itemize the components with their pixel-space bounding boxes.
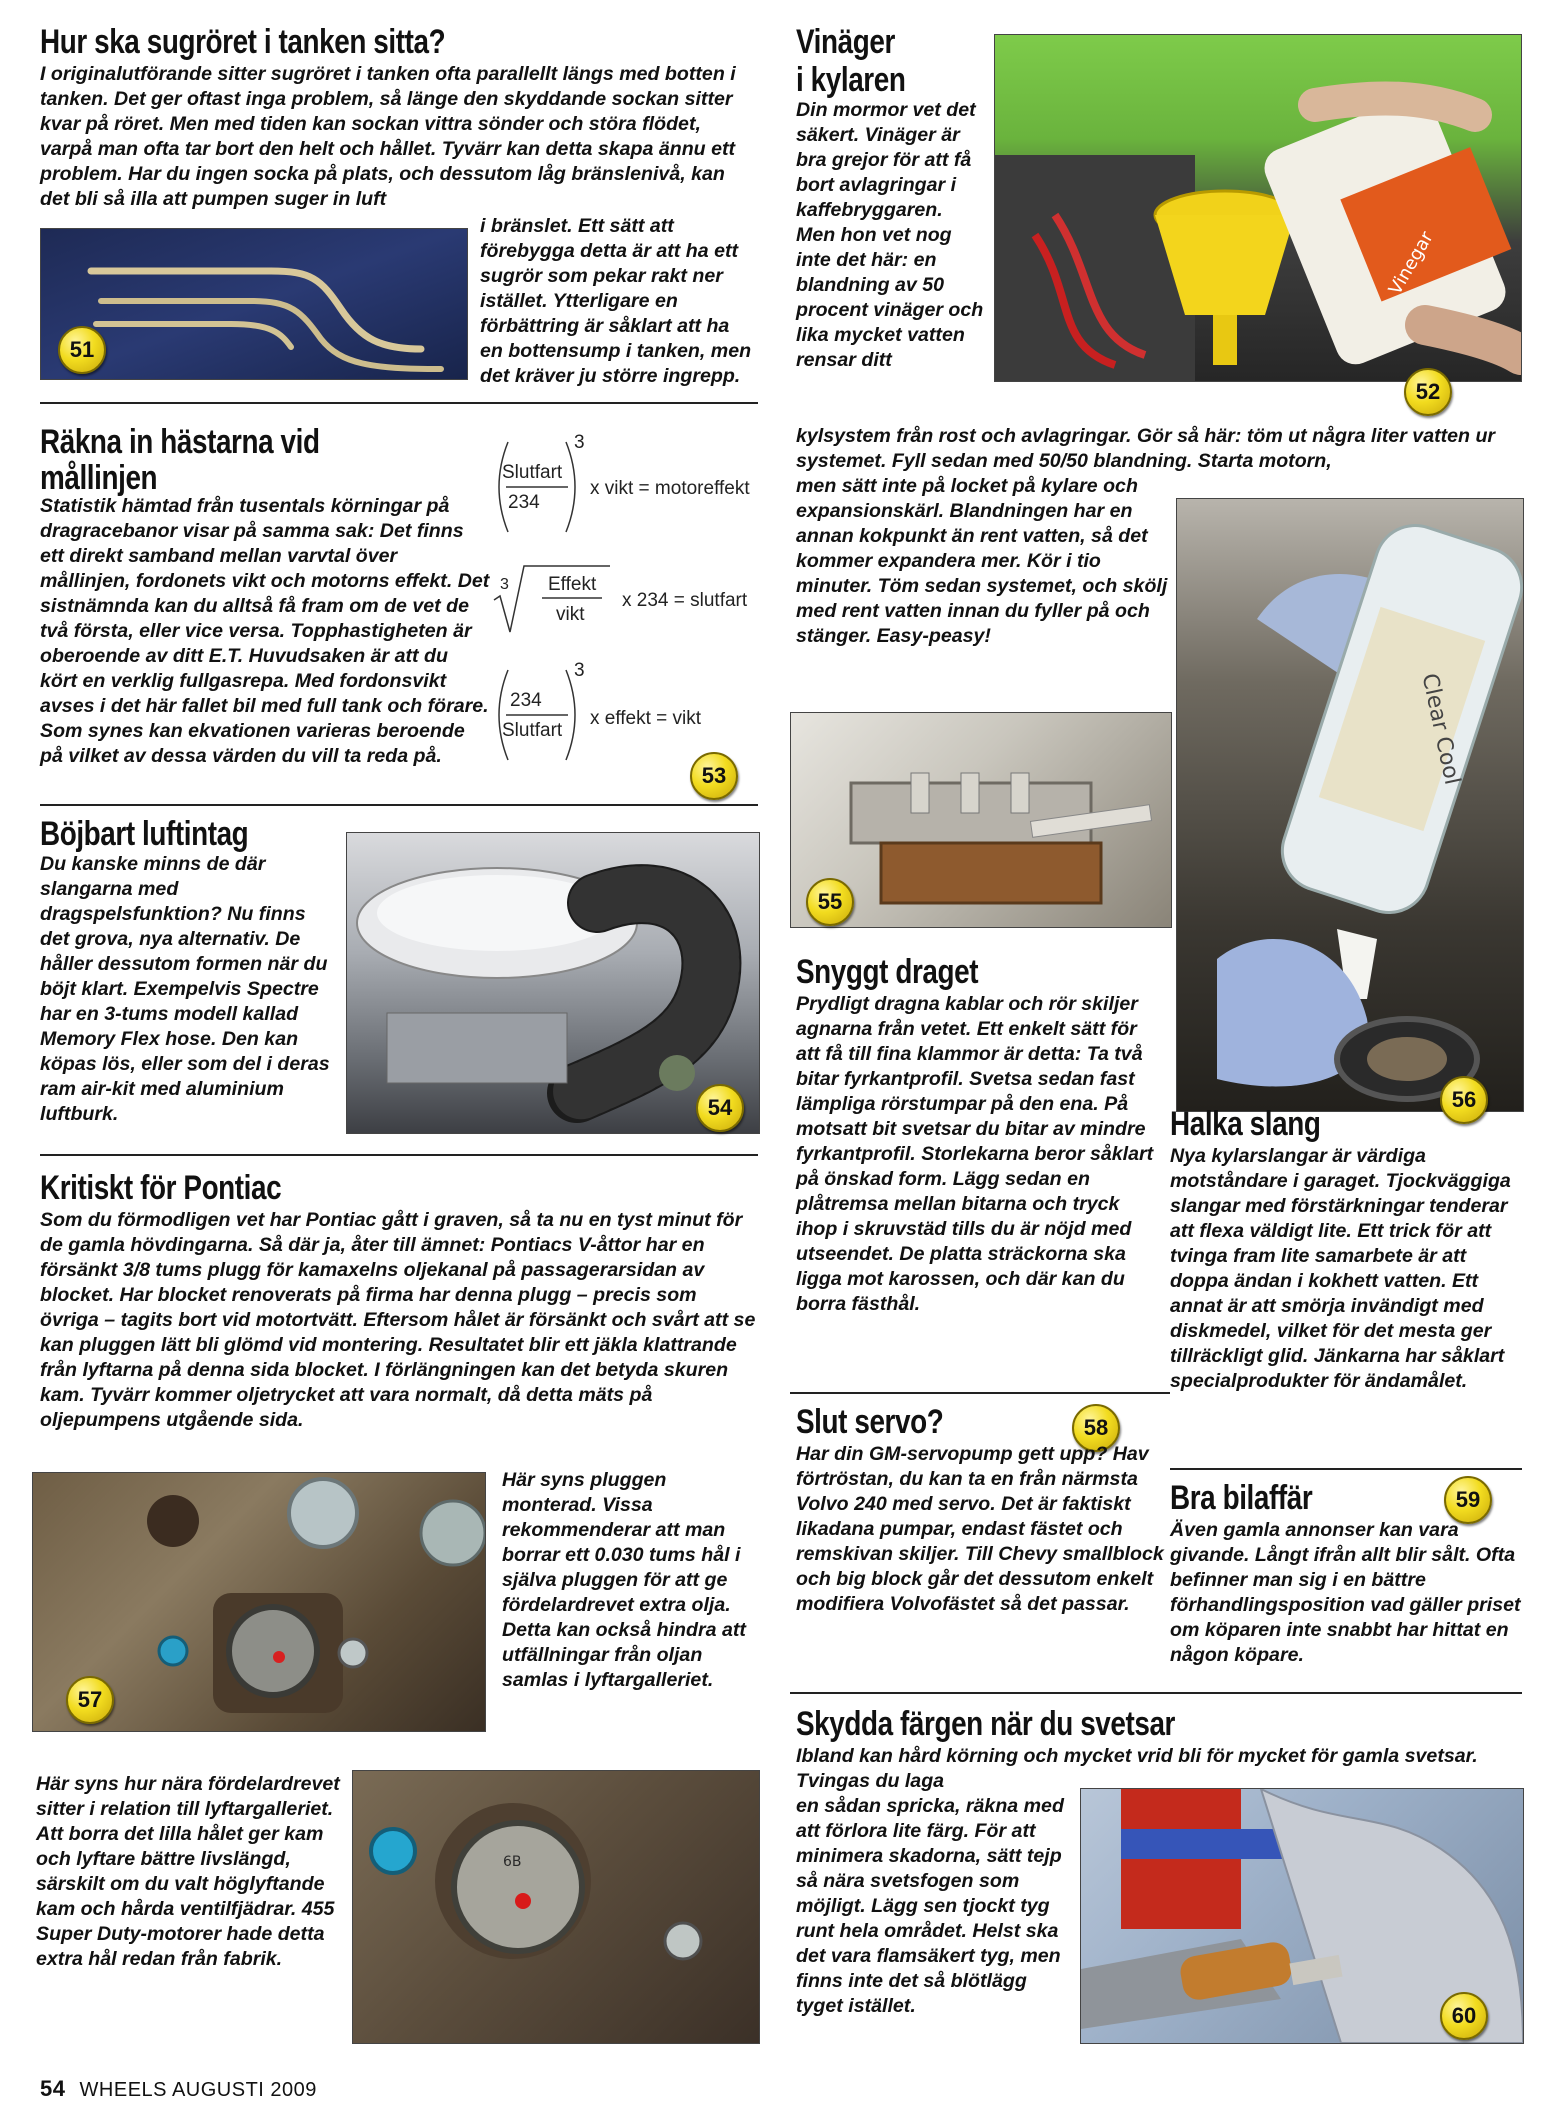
formula-1-numerator: Slutfart [502, 462, 563, 483]
divider [40, 402, 758, 404]
servo-title: Slut servo? [796, 1403, 944, 1441]
servo-text: Har din GM-servopump gett upp? Hav förtröstan, du kan ta en från närmsta Volvo 240 med servo. Det är faktiskt likadana pumpar, endast fästet och remskivan skiljer. Till Chevy smallblock och big block går det dessutom enkelt modifiera Volvofästet så det passar. [796, 1443, 1164, 1615]
badge-57: 57 [66, 1676, 114, 1724]
page-footer [40, 2076, 317, 2102]
badge-60: 60 [1440, 1992, 1488, 2040]
pontiac-plug-photo-2 [352, 1770, 760, 2044]
draget-title: Snyggt draget [796, 953, 979, 991]
hastar-title: Räkna in hästarna vid mållinjen [40, 423, 320, 497]
pontiac-caption-2: Här syns hur nära fördelardrevet sitter i relation till lyftargalleriet. Att borra det lilla hålet ger kam och lyftare bättre livslängd, särskilt om du valt höglyftande kam och hårda ventilfjädrar. 455 Super Duty-motorer hade detta extra hål redan från fabrik. [36, 1773, 340, 1970]
vinager-text-lower: men sätt inte på locket på kylare och expansionskärl. Blandningen har en annan kokpunkt än rent vatten, så det kommer expandera mer. Kör i tio minuter. Töm sedan systemet, och skölj med rent vatten innan du fyller på och stänger. Easy-peasy! [796, 475, 1168, 647]
sugror-text-wide: I originalutförande sitter sugröret i tanken ofta parallellt längs med botten i tanken. Det ger oftast inga problem, så länge den skyddande sockan sitter kvar på röret. Men med tiden kan sockan vittra sönder och störa flödet, varpå man ofta tar bort den helt och hållet. Tyvärr kan detta skapa ännu ett problem. Har du ingen socka på plats, och dessutom låg bränslenivå, kan det bli så illa att pumpen suger in luft [40, 63, 736, 210]
badge-59: 59 [1444, 1476, 1492, 1524]
formula-1-rhs: x vikt = motoreffekt [590, 478, 750, 499]
formula-3-numerator: 234 [510, 690, 542, 711]
vinegar-label: Vinegar [1384, 227, 1438, 299]
formula-2-root-index: 3 [500, 576, 509, 593]
slang-title: Halka slang [1170, 1105, 1321, 1143]
vinegar-radiator-photo [994, 34, 1522, 382]
badge-56: 56 [1440, 1076, 1488, 1124]
bilaffar-text: Även gamla annonser kan vara givande. Långt ifrån allt blir sålt. Ofta befinner man sig i en bättre förhandlingsposition vad gäller priset om köparen inte snabbt har hittat en någon köpare. [1170, 1519, 1521, 1666]
vinager-text-narrow: Din mormor vet det säkert. Vinäger är bra grejor för att få bort avlagringar i kaffebryggaren. Men hon vet nog inte det här: en blandning av 50 procent vinäger och lika mycket vatten rensar ditt [796, 99, 984, 371]
farg-text-wide: Ibland kan hård körning och mycket vrid bli för mycket för gamla svetsar. Tvingas du laga [796, 1745, 1478, 1792]
pontiac-title: Kritiskt för Pontiac [40, 1169, 282, 1207]
pontiac-caption-1: Här syns pluggen monterad. Vissa rekommenderar att man borrar ett 0.030 tums hål i själva pluggen för att ge fördelardrevet extra olja. Detta kan också hindra att utfällningar från oljan samlas i lyftargalleriet. [502, 1469, 746, 1691]
divider [790, 1692, 1522, 1694]
formula-3-denominator: Slutfart [502, 720, 563, 741]
badge-51: 51 [58, 326, 106, 374]
coolant-bottle-photo [1176, 498, 1524, 1112]
pontiac-text: Som du förmodligen vet har Pontiac gått i graven, så ta nu en tyst minut för de gamla hövdingarna. Så där ja, åter till ämnet: Pontiacs V-åttor har en försänkt 3/8 tums plugg för kamaxelns oljekanal på passagerarsidan av blocket. Har blocket renoverats på firma har denna plugg – precis som övriga – tagits bort vid motortvätt. Eftersom hålet är försänkt och svårt att se kan pluggen lätt bli glömd vid montering. Resultatet blir ett jäkla klattrande från lyftarna på denna sida blocket. I förlängningen kan det betyda skuren kam. Tyvärr kommer oljetrycket att vara normalt, då detta mäts på oljepumpens utgående sida. [40, 1209, 756, 1431]
badge-58: 58 [1072, 1404, 1120, 1452]
vinager-title-line-1: Vinäger [796, 23, 895, 61]
page-number: 54 [40, 2076, 66, 2101]
badge-53: 53 [690, 752, 738, 800]
air-intake-photo [346, 832, 760, 1134]
sugror-text-narrow: i bränslet. Ett sätt att förebygga detta är att ha ett sugrör som pekar rakt ner istället. Ytterligare en förbättring är såklart att ha en bottensump i tanken, men det kräver ju större ingrepp. [480, 215, 752, 387]
sugror-title: Hur ska sugröret i tanken sitta? [40, 23, 446, 61]
formula-1-exponent: 3 [574, 432, 585, 453]
hastar-text: Statistik hämtad från tusentals körningar på dragracebanor visar på samma sak: Det finns ett direkt samband mellan varvtal över mållinjen, fordonets vikt och motorns effekt. Det sistnämnda kan du alltså få fram om de vet de två första, eller vice versa. Topphastigheten är oberoende av ditt E.T. Huvudsaken är att du kört en verklig fullgasrepa. Med fordonsvikt avses i det här fallet bil med full tank och förare. Som synes kan ekvationen varieras beroende på vilket av dessa värden du vill ta reda på. [40, 495, 490, 767]
bilaffar-title: Bra bilaffär [1170, 1479, 1313, 1517]
divider [790, 1392, 1170, 1394]
badge-52: 52 [1404, 368, 1452, 416]
badge-55: 55 [806, 878, 854, 926]
magazine-name: WHEELS AUGUSTI 2009 [79, 2079, 317, 2101]
slang-text: Nya kylarslangar är värdiga motståndare i garaget. Tjockväggiga slangar med förstärkningar tenderar att flexa väldigt lite. Ett trick för att tvinga fram lite samarbete är att doppa ändan i kokhett vatten. Ett annat är att smörja invändigt med diskmedel, vilket för det mesta ger tillräckligt glid. Jänkarna har såklart specialprodukter för ändamålet. [1170, 1145, 1511, 1392]
formula-2-rhs: x 234 = slutfart [622, 590, 748, 611]
divider [1170, 1468, 1522, 1470]
luftintag-title: Böjbart luftintag [40, 815, 249, 853]
draget-text: Prydligt dragna kablar och rör skiljer agnarna från vetet. Ett enkelt sätt för att få till fina klammor är detta: Ta två bitar fyrkantprofil. Svetsa sedan fast lämpliga rörstumpar på den ena. På motsatt bit svetsar du bitar av mindre fyrkantprofil. Storlekarna beror såklart på önskad form. Lägg sedan en plåtremsa mellan bitarna och tryck ihop i skruvstäd tills du är nöjd med utseendet. De platta sträckorna ska ligga mot karossen, och där kan du borra fästhål. [796, 993, 1154, 1315]
formula-2 [490, 560, 760, 640]
farg-title: Skydda färgen när du svetsar [796, 1705, 1175, 1743]
formula-2-denominator: vikt [556, 604, 585, 625]
vinager-text-wide: kylsystem från rost och avlagringar. Gör så här: töm ut några liter vatten ur systemet. Fyll sedan med 50/50 blandning. Starta motorn, [796, 425, 1496, 472]
coolant-label: Clear Cool [1416, 671, 1465, 787]
formula-1 [490, 432, 760, 542]
divider [40, 804, 758, 806]
vinager-title-line-2: i kylaren [796, 61, 906, 99]
formula-3-rhs: x effekt = vikt [590, 708, 702, 729]
formula-2-numerator: Effekt [548, 574, 597, 595]
farg-text-narrow: en sådan spricka, räkna med att förlora lite färg. För att minimera skadorna, sätt tejp så nära svetsfogen som möjligt. Lägg sen tjockt tyg runt hela området. Helst ska det vara flamsäkert tyg, men finns inte det så blötlägg tyget istället. [796, 1795, 1064, 2017]
badge-54: 54 [696, 1084, 744, 1132]
formula-1-denominator: 234 [508, 492, 540, 513]
formula-3-exponent: 3 [574, 660, 585, 681]
plug-marking: 6B [503, 1854, 522, 1870]
luftintag-text: Du kanske minns de där slangarna med dragspelsfunktion? Nu finns det grova, nya alternativ. De håller dessutom formen när du böjt klart. Exempelvis Spectre har en 3-tums modell kallad Memory Flex hose. Den kan köpas lös, eller som del i deras ram air-kit med aluminium luftburk. [40, 853, 330, 1125]
divider [40, 1154, 758, 1156]
